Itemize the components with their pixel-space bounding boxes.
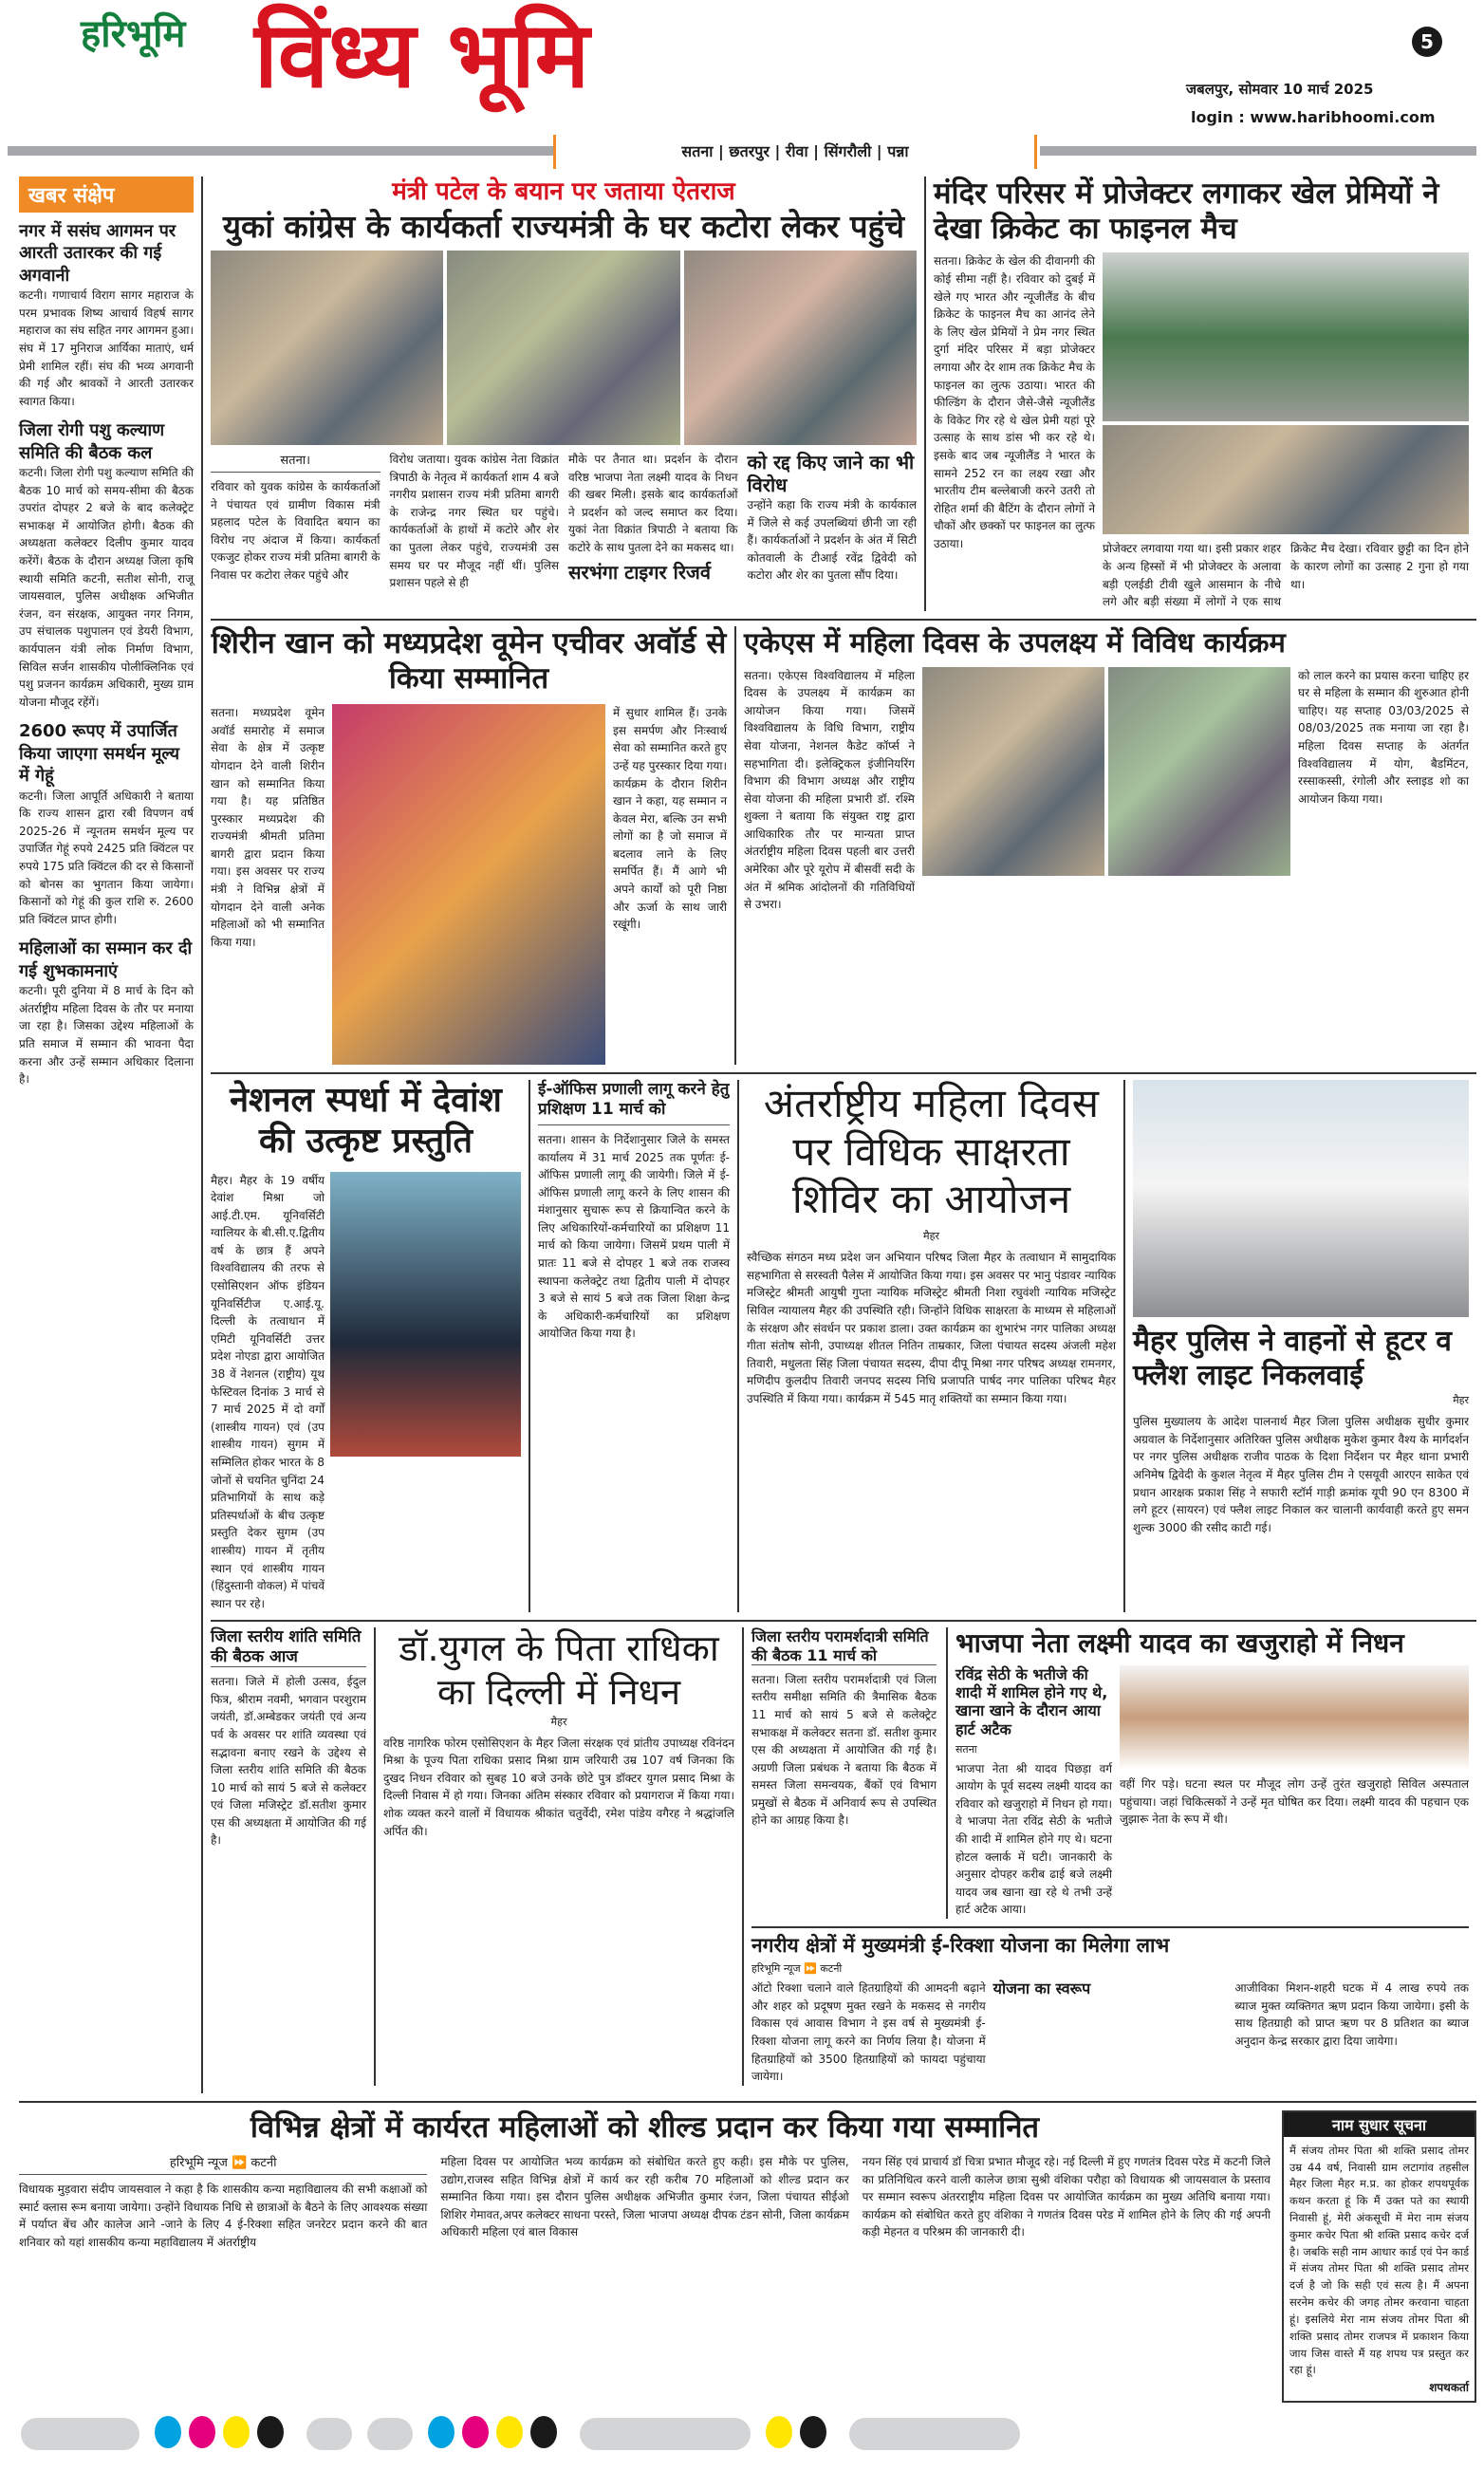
section-row — [211, 621, 1476, 1074]
story-bjp-leader — [946, 1627, 1469, 1919]
print-registration-marks — [21, 2416, 1484, 2452]
website-link[interactable]: login : www.haribhoomi.com — [1191, 108, 1436, 126]
masthead — [0, 0, 1484, 176]
story-body: भाजपा नेता श्री यादव पिछड़ा वर्ग आयोग के पूर्व सदस्य लक्ष्मी यादव का रविवार को खजुराहो में निधन हो गया। वे भाजपा नेता रविंद्र सेठी के भतीजे की शादी में शामिल होने गए थे। घटना होटल क्लार्क में घटी। जानकारी के अनुसार दोपहर करीब ढाई बजे लक्ष्मी यादव जब खाना खा रहे थे तभी उन्हें हार्ट अटैक आया। — [955, 1761, 1112, 1917]
story-subhead: को रद्द किए जाने का भी विरोध — [747, 451, 915, 497]
story-kicker: मंत्री पटेल के बयान पर जताया ऐतराज — [392, 177, 735, 206]
section-row — [211, 1622, 1476, 2092]
protest-photo — [447, 251, 679, 445]
story-body: सतना। शासन के निर्देशानुसार जिले के समस्त कार्यालय में 31 मार्च 2025 तक पूर्णतः ई-ऑफिस प्रणाली लागू की जायेगी। जिले में ई-ऑफिस प्रणाली लागू करने के लिए शासन की मंशानुसार सुचारू रूप से क्रियान्वित करने के लिए अधिकारियों-कर्मचारियों का प्रशिक्षण 11 मार्च को किया जायेगा। जिसमें प्रथम पाली में प्रातः 11 बजे से दोपहर 1 बजे तक राजस्व स्थापना कलेक्ट्रेट तथा द्वितीय पाली में दोपहर 3 बजे से सायं 5 बजे तक जिला शिक्षा केन्द्र के अधिकारी-कर्मचारियों का प्रशिक्षण आयोजित किया गया है। — [538, 1132, 730, 1341]
header-rule-left — [8, 146, 553, 156]
brief-body: कटनी। जिला रोगी पशु कल्याण समिति की बैठक 10 मार्च को समय-सीमा की बैठक उपरांत दोपहर 2 बजे के बाद कलेक्ट्रेट सभाकक्ष में आयोजित होगी। बैठक की अध्यक्षता कलेक्टर दिलीप कुमार यादव करेंगें। बैठक के दौरान अध्यक्ष जिला कृषि स्थायी समिति कटनी, सतीश सोनी, राजू जायसवाल, पुलिस अधीक्षक अभिजीत रंजन, वन संरक्षक, आयुक्त नगर निगम, उप संचालक पशुपालन एवं डेयरी विभाग, कार्यपालन यंत्री लोक निर्माण विभाग, सिविल सर्जन शासकीय पोलीक्लिनिक एवं पशु प्रजनन कार्यक्रम अधिकारी, मुख्य ग्राम योजना मौजूद रहेंगें। — [19, 466, 194, 709]
byline: हरिभूमि न्यूज ⏩ कटनी — [751, 1962, 843, 1976]
dateline: सतना — [955, 1742, 977, 1756]
brief-title: जिला रोगी पशु कल्याण समिति की बैठक कल — [19, 420, 165, 463]
story-body: सतना। क्रिकेट के खेल की दीवानगी की कोई सीमा नहीं है। रविवार को दुबई में खेले गए भारत और न्यूजीलैंड के बीच क्रिकेट के फाइनल मैच का आनंद लेने के लिए खेल प्रेमियों ने प्रेम नगर स्थित दुर्गा मंदिर परिसर में बड़ा प्रोजेक्टर लगाया और देर शाम तक क्रिकेट मैच के फाइनल का लुत्फ उठाया। भारत की फील्डिंग के दौरान जैसे-जैसे न्यूजीलैंड के विकेट गिर रहे थे खेल प्रेमी यहां पूरे उत्साह के साथ डांस भी कर रहे थे। इसके बाद जब न्यूजीलैंड ने भारत के सामने 252 रन का लक्ष्य रखा और भारतीय टीम बल्लेबाजी करने उतरी तो रोहित शर्मा की बैटिंग के दौरान लोगों ने चौकों और छक्कों पर फाइनल का लुत्फ उठाया। — [934, 254, 1095, 550]
brief-item — [19, 419, 194, 711]
story-headline: जिला स्तरीय शांति समिति की बैठक आज — [211, 1627, 366, 1667]
section-row — [211, 176, 1476, 621]
story-devansh — [211, 1080, 529, 1612]
news-briefs-column — [19, 176, 203, 2093]
name-correction-notice — [1282, 2110, 1476, 2403]
story-body: प्रोजेक्टर लगवाया गया था। इसी प्रकार शहर के अन्य हिस्सों में भी प्रोजेक्टर के अलावा बड़ी एलईडी टीवी खुले आसमान के नीचे लगे और बड़ी संख्या में लोगों ने एक साथ क्रिकेट मैच देखा। रविवार छुट्टी का दिन होने के कारण लोगों का उत्साह 2 गुना हो गया था। — [1103, 542, 1469, 609]
story-aks — [734, 626, 1476, 1065]
page-title: विंध्य भूमि — [254, 2, 590, 108]
devansh-photo — [330, 1172, 521, 1457]
story-body: सतना। मध्यप्रदेश वूमेन अवॉर्ड समारोह में समाज सेवा के क्षेत्र में उत्कृष्ट योगदान देने वाली शिरीन खान को सम्मानित किया गया है। यह प्रतिष्ठित पुरस्कार मध्यप्रदेश की राज्यमंत्री श्रीमती प्रतिमा बागरी द्वारा प्रदान किया गया। इस अवसर पर राज्य मंत्री ने विभिन्न क्षेत्रों में योगदान देने वाली अनेक महिलाओं को भी सम्मानित किया गया। — [211, 706, 325, 949]
story-advisory-committee — [751, 1627, 937, 1919]
dateline: सतना। — [211, 451, 380, 473]
brief-title: महिलाओं का सम्मान कर दी गई शुभकामनाएं — [19, 938, 193, 981]
story-cricket — [924, 176, 1476, 611]
story-body: सतना। एकेएस विश्वविद्यालय में महिला दिवस के उपलक्ष्य में कार्यक्रम का आयोजन किया गया। जिसमें विश्वविद्यालय के विधि विभाग, राष्ट्रीय सेवा योजना, नेशनल कैडेट कॉर्प्स ने सहभागिता दी। इलेक्ट्रिकल इंजीनियरिंग विभाग की विभाग अध्यक्ष और राष्ट्रीय सेवा योजना की महिला प्रभारी डॉ. रश्मि शुक्ला ने बताया कि संयुक्त राष्ट्र द्वारा आधिकारिक तौर पर मान्यता प्राप्त अंतर्राष्ट्रीय महिला दिवस पहली बार उत्तरी अमेरिका और पूरे यूरोप में बीसवीं सदी के अंत में श्रमिक आंदोलनों की गतिविधियों से उभरा। — [744, 668, 915, 912]
story-body: सतना। जिले में होली उत्सव, ईदुल फित्र, श्रीराम नवमी, भगवान परशुराम जयंती, डॉ.अम्बेडकर जयंती एवं अन्य पर्व के अवसर पर शांति व्यवस्था एवं सद्भावना बनाए रखने के उद्देश्य से जिला स्तरीय शांति समिति की बैठक 10 मार्च को सायं 5 बजे से कलेक्टर एवं जिला मजिस्ट्रेट डॉ.सतीश कुमार एस की अध्यक्षता में आयोजित की गई है। — [211, 1675, 366, 1848]
award-photo — [332, 704, 605, 1065]
cricket-fans-photo — [1103, 425, 1469, 534]
police-car-photo — [1133, 1080, 1469, 1317]
bottom-section — [19, 2101, 1476, 2403]
brief-title: 2600 रूपए में उपार्जित किया जाएगा समर्थन मूल्य में गेहूं — [19, 721, 180, 787]
story-body: मौके पर तैनात था। प्रदर्शन के दौरान वरिष्ठ भाजपा नेता लक्ष्मी यादव के निधन की खबर मिली। इसके बाद कार्यकर्ताओं ने प्रदर्शन को जल्द समाप्त कर दिया। युकां नेता विक्रांत त्रिपाठी ने बताया कि कटोरे के साथ पुतला देने का मकसद था। — [568, 453, 738, 555]
story-shirin-khan — [211, 626, 734, 1065]
story-body: मैहर। मैहर के 19 वर्षीय देवांश मिश्रा जो आई.टी.एम. यूनिवर्सिटी ग्वालियर के बी.सी.ए.द्वितीय वर्ष के छात्र हैं अपने विश्वविद्यालय की तरफ से एसोसिएशन ऑफ इंडियन यूनिवर्सिटीज ए.आई.यू. दिल्ली के तत्वाधान में एमिटी यूनिवर्सिटी उत्तर प्रदेश नोएडा द्वारा आयोजित 38 वें नेशनल (राष्ट्रीय) यूथ फेस्टिवल दिनांक 3 मार्च से 7 मार्च 2025 में दो वर्गों (शास्त्रीय गायन) एवं (उप शास्त्रीय गायन) सुगम में सम्मिलित होकर भारत के 8 जोनों से चयनित चुनिंदा 24 प्रतिभागियों के साथ कड़े प्रतिस्पर्धाओं के बीच उत्कृष्ट प्रस्तुति देकर सुगम (उप शास्त्रीय) गायन में तृतीय स्थान एवं शास्त्रीय गायन (हिंदुस्तानी वोकल) में पांचवें स्थान पर रहे। — [211, 1173, 325, 1610]
protest-photo — [684, 251, 917, 445]
story-body: ऑटो रिक्शा चलाने वाले हितग्राहियों की आमदनी बढ़ाने और शहर को प्रदूषण मुक्त रखने के मकसद से नगरीय विकास एवं आवास विभाग ने इस वर्ष से मुख्यमंत्री ई-रिक्शा योजना लागू करने का निर्णय लिया है। योजना में हितग्राहियों को 3500 हितग्राहियों को फायदा पहुंचाया जायेगा। — [751, 1981, 986, 2084]
story-legal-literacy — [737, 1080, 1123, 1612]
notice-body: मैं संजय तोमर पिता श्री शक्ति प्रसाद तोमर उम्र 44 वर्ष, निवासी ग्राम लटागांव तहसील मैहर जिला मैहर म.प्र. का होकर शपथपूर्वक कथन करता हूं कि मैं उक्त पते का स्थायी निवासी हूं, मेरी अंकसूची में मेरा नाम संजय कुमार कचेर पिता श्री शक्ति प्रसाद कचेर दर्ज है। जबकि सही नाम आधार कार्ड एवं पेन कार्ड में संजय तोमर पिता श्री शक्ति प्रसाद तोमर दर्ज है जो कि सही एवं सत्य है। मैं अपना सरनेम कचेर की जगह तोमर करवाना चाहता हूं। इसलिये मेरा नाम संजय तोमर पिता श्री शक्ति प्रसाद तोमर राजपत्र में प्रकाशन किया जाय जिस वास्ते मैं यह शपथ पत्र प्रस्तुत कर रहा हूं। — [1289, 2143, 1469, 2377]
story-body: को लाल करने का प्रयास करना चाहिए हर घर से महिला के सम्मान की शुरुआत होनी चाहिए। यह सप्ताह 03/03/2025 से 08/03/2025 तक मनाया जा रहा है। महिला दिवस सप्ताह के अंतर्गत विश्वविद्यालय में योग, बैडमिंटन, रस्साकस्सी, रंगोली और स्लाइड शो का आयोजन किया गया। — [1298, 668, 1469, 806]
story-body: नयन सिंह एवं प्राचार्य डॉ चित्रा प्रभात मौजूद रहे। नई दिल्ली में हुए गणतंत्र दिवस परेड में कटनी जिले का प्रतिनिधित्व करने वाली कालेज छात्रा सुश्री वंशिका परौहा को विधायक श्री जायसवाल के प्रस्ताव पर सम्मान स्वरूप अंतरराष्ट्रीय महिला दिवस पर आयोजित कार्यक्रम का मुख्य अतिथि बनाया गया। कार्यक्रम को संबोधित करते हुए वंशिका ने गणतंत्र दिवस परेड में शामिल होने के लिए की गई अपनी कड़ी मेहनत व परिश्रम की जानकारी दी। — [862, 2154, 1271, 2239]
brief-body: कटनी। जिला आपूर्ति अधिकारी ने बताया कि राज्य शासन द्वारा रबी विपणन वर्ष 2025-26 में न्यूनतम समर्थन मूल्य पर उपार्जित गेहूं रुपये 2425 प्रति क्विंटल पर रुपये 175 प्रति क्विंटल की दर से किसानों को बोनस का भुगतान किया जायेगा। किसानों को गेहूं की कुल राशि रु. 2600 प्रति क्विंटल प्राप्त होगी। — [19, 789, 194, 926]
story-police — [1123, 1080, 1476, 1612]
brief-item — [19, 720, 194, 928]
projector-screen-photo — [1103, 252, 1469, 421]
right-stories — [742, 1627, 1476, 2085]
story-body: विधायक मुड़वारा संदीप जायसवाल ने कहा है कि शासकीय कन्या महाविद्यालय की सभी कक्षाओं को स्मार्ट क्लास रूम बनाया जायेगा। उन्होंने विधायक निधि से छात्राओं के बैठने के लिए आवश्यक संख्या में पर्याप्त बेंच और कालेज आने -जाने के लिए 4 ई-रिक्शा सहित जनरेटर प्रदान करने की बात शनिवार को यहां शासकीय कन्या महाविद्यालय में अंतर्राष्ट्रीय — [19, 2182, 428, 2249]
story-eoffice — [529, 1080, 737, 1612]
story-body: पुलिस मुख्यालय के आदेश पालनार्थ मैहर जिला पुलिस अधीक्षक सुधीर कुमार अग्रवाल के निर्देशानुसार अतिरिक्त पुलिस अधीक्षक मुकेश कुमार वैश्य के मार्गदर्शन पर नगर पुलिस अधीक्षक राजीव पाठक के दिशा निर्देशन पर मैहर थाना प्रभारी अनिमेष द्विवेदी के कुशल नेतृत्व में मैहर पुलिस टीम ने एसयूवी आरएन साकेत एवं प्रधान आरक्षक प्रकाश सिंह ने सफारी स्टॉर्म गाड़ी क्रमांक यूपी 90 एन 8300 में लगे हूटर (सायरन) एवं फ्लैश लाइट निकाल कर चालानी कार्यवाही करते हुए समन शुल्क 3000 की रसीद काटी गई। — [1133, 1415, 1469, 1534]
story-headline: विभिन्न क्षेत्रों में कार्यरत महिलाओं को शील्ड प्रदान कर किया गया सम्मानित — [250, 2109, 1040, 2145]
story-peace-committee — [211, 1627, 374, 2085]
story-yugal — [374, 1627, 742, 2085]
story-headline: नगरीय क्षेत्रों में मुख्यमंत्री ई-रिक्शा योजना का मिलेगा लाभ — [751, 1934, 1170, 1958]
story-subhead: सरभंगा टाइगर रिजर्व — [568, 560, 711, 584]
portrait-photo — [1120, 1665, 1469, 1770]
brief-item — [19, 938, 194, 1087]
story-headline: भाजपा नेता लक्ष्मी यादव का खजुराहो में निधन — [955, 1627, 1404, 1660]
dateline: मैहर — [1453, 1394, 1469, 1407]
story-headline: अंतर्राष्ट्रीय महिला दिवस पर विधिक साक्षरता शिविर का आयोजन — [763, 1080, 1100, 1222]
byline: हरिभूमि न्यूज ⏩ कटनी — [19, 2153, 427, 2175]
story-e-rickshaw — [751, 1934, 1469, 2086]
brief-body: कटनी। गणाचार्य विराग सागर महाराज के परम प्रभावक शिष्य आचार्य विहर्ष सागर महाराज का संघ सहित नगर आगमन हुआ। संघ में 17 मुनिराज आर्यिका माताएं, धर्म प्रेमी शामिल रहीं। संघ की भव्य अगवानी की गई और श्रावकों ने आरती उतारकर स्वागत किया। — [19, 288, 194, 408]
notice-signature: शपथकर्ता — [1429, 2381, 1469, 2395]
story-body: विरोध जताया। युवक कांग्रेस नेता विक्रांत त्रिपाठी के नेतृत्व में कार्यकर्ता शाम 4 बजे नगरीय प्रशासन राज्य मंत्री प्रतिमा बागरी के राजेन्द्र नगर स्थित घर पहुंचे। कार्यकर्ताओं के हाथों में कटोरे और शेर का पुतला लेकर पहुंचे, राज्यमंत्री उस समय घर पर मौजूद नहीं थीं। पुलिस प्रशासन पहले से ही — [389, 453, 559, 590]
story-body: महिला दिवस पर आयोजित भव्य कार्यक्रम को संबोधित करते हुए कही। इस मौके पर पुलिस, उद्योग,राजस्व सहित विभिन्न क्षेत्रों में कार्य कर रही करीब 70 महिलाओं को शील्ड प्रदान कर सम्मानित किया गया। इस दौरान पुलिस अधीक्षक अभिजीत कुमार रंजन, जिला पंचायत सीईओ शिशिर गेमावत,अपर कलेक्टर साधना परस्ते, जिला भाजपा अध्यक्ष दीपक टंडन सोनी, जिला कार्यक्रम अधिकारी महिला एवं बाल विकास — [440, 2154, 849, 2239]
story-congress — [211, 176, 924, 611]
protest-photo — [211, 251, 443, 445]
story-headline: युकां कांग्रेस के कार्यकर्ता राज्यमंत्री के घर कटोरा लेकर पहुंचे — [222, 207, 905, 245]
briefs-tag: खबर संक्षेप — [19, 176, 194, 213]
story-inset: रविंद्र सेठी के भतीजे की शादी में शामिल होने गए थे, खाना खाने के दौरान आया हार्ट अटैक — [955, 1664, 1108, 1738]
notice-title: नाम सुधार सूचना — [1284, 2112, 1475, 2137]
story-headline: ई-ऑफिस प्रणाली लागू करने हेतु प्रशिक्षण 11 मार्च को — [538, 1080, 730, 1125]
story-headline: डॉ.युगल के पिता राधिका का दिल्ली में निधन — [399, 1627, 719, 1713]
story-headline: एकेएस में महिला दिवस के उपलक्ष्य में विविध कार्यक्रम — [744, 625, 1286, 659]
story-headline: मैहर पुलिस ने वाहनों से हूटर व फ्लैश लाइट निकलवाई — [1133, 1325, 1452, 1393]
story-body: वहीं गिर पड़े। घटना स्थल पर मौजूद लोग उन्हें तुरंत खजुराहो सिविल अस्पताल पहुंचाया। जहां चिकित्सकों ने उन्हें मृत घोषित कर दिया। लक्ष्मी यादव की पहचान एक जुझारू नेता के रूप में थी। — [1120, 1776, 1469, 1827]
event-photo — [922, 667, 1104, 876]
story-shield-honour — [19, 2110, 1271, 2403]
story-body: रविवार को युवक कांग्रेस के कार्यकर्ताओं ने पंचायत एवं ग्रामीण विकास मंत्री प्रहलाद पटेल के विवादित बयान का विरोध नए अंदाज में किया। कार्यकर्ता एकजुट होकर राज्य मंत्री प्रतिमा बागरी के निवास पर कटोरा लेकर पहुंचे और — [211, 480, 380, 583]
dateline: मैहर — [550, 1715, 567, 1728]
story-body: स्वैच्छिक संगठन मध्य प्रदेश जन अभियान परिषद जिला मैहर के तत्वाधान में सामुदायिक सहभागिता से सरस्वती पैलेस में आयोजित किया गया। इस अवसर पर भानु पंडावर न्यायिक मजिस्ट्रेट श्रीमती आयुषी गुप्ता न्यायिक मजिस्ट्रेट श्रीमती निशा रघुवंशी न्यायिक मजिस्ट्रेट सिविल न्यायालय मैहर की उपस्थिति रही। जिन्होंने विधिक साक्षरता के माध्यम से महिलाओं के संरक्षण और संवर्धन पर प्रकाश डाला। उक्त कार्यक्रम का शुभारंभ नगर पालिका अध्यक्ष गीता संतोष सोनी, उपाध्यक्ष शीतल नितिन ताम्रकार, जिला पंचायत सदस्य अंजली महेश तिवारी, मधुलता सिंह जिला पंचायत सदस्य, दीपा दीपू मिश्रा नगर परिषद अध्यक्ष रामनगर, मणिदीप कुलदीप तिवारी जनपद सदस्य निधि प्रजापति पार्षद नगर पालिका परिषद मैहर उपस्थिति में किया गया। कार्यक्रम में 545 मातृ शक्तियों का सम्मान किया गया। — [747, 1251, 1116, 1406]
story-body: में सुधार शामिल हैं। उनके इस समर्पण और निःस्वार्थ सेवा को सम्मानित करते हुए उन्हें यह पुरस्कार दिया गया। कार्यक्रम के दौरान शिरीन खान ने कहा, यह सम्मान न केवल मेरा, बल्कि उन सभी लोगों का है जो समाज में बदलाव लाने के लिए समर्पित हैं। मैं आगे भी अपने कार्यों को पूरी निष्ठा और ऊर्जा के साथ जारी रखूंगी। — [613, 706, 727, 932]
brief-body: कटनी। पूरी दुनिया में 8 मार्च के दिन को अंतर्राष्ट्रीय महिला दिवस के तौर पर मनाया जा रहा है। जिसका उद्देश्य महिलाओं के प्रति समाज में सम्मान की भावना पैदा करना और उन्हें सम्मान अधिकार दिलाना है। — [19, 984, 194, 1087]
story-subhead: योजना का स्वरूप — [992, 1979, 1091, 1998]
story-body: सतना। जिला स्तरीय परामर्शदात्री एवं जिला स्तरीय समीक्षा समिति की त्रैमासिक बैठक 11 मार्च को सायं 5 बजे से कलेक्ट्रेट सभाकक्ष में कलेक्टर सतना डॉ. सतीश कुमार एस की अध्यक्षता में आयोजित की गई है। अग्रणी जिला प्रबंधक ने बताया कि बैठक में समस्त जिला समन्वयक, बैंकों एवं विभाग प्रमुखों से बैठक में अनिवार्य रूप से उपस्थित होने का आग्रह किया है। — [751, 1672, 937, 1828]
haribhoomi-logo: हरिभूमि — [81, 12, 186, 56]
brief-title: नगर में ससंघ आगमन पर आरती उतारकर की गई अगवानी — [19, 221, 176, 286]
dateline: मैहर — [923, 1230, 939, 1243]
story-body: उन्होंने कहा कि राज्य मंत्री के कार्यकाल में जिले से कई उपलब्धियां छीनी जा रही हैं। कार्यकर्ताओं ने प्रदर्शन के अंत में सिटी कोतवाली के टीआई रवेंद्र द्विवेदी को कटोरा और शेर का पुतला सौंप दिया। — [747, 498, 917, 583]
city-list: सतना | छतरपुर | रीवा | सिंगरौली | पन्ना — [553, 135, 1037, 169]
main-content — [203, 176, 1476, 2093]
header-rule-right — [1040, 146, 1476, 156]
story-body: वरिष्ठ नागरिक फोरम एसोसिएशन के मैहर जिला संरक्षक एवं प्रांतीय उपाध्यक्ष रविनंदन मिश्रा के पूज्य पिता राधिका प्रसाद मिश्रा ग्राम जरियारी उम्र 107 वर्ष जिनका कि दुखद निधन रविवार को सुबह 10 बजे उनके छोटे पुत्र डॉक्टर युगल प्रसाद मिश्रा के दिल्ली निवास में हो गया। जिनका अंतिम संस्कार रविवार को प्रयागराज में किया गया। शोक व्यक्त करने वालों में विधायक श्रीकांत चतुर्वेदी, रमेश पांडेय वगैरह ने श्रद्धांजलि अर्पित की। — [383, 1736, 734, 1838]
brief-item — [19, 220, 194, 410]
section-row — [211, 1074, 1476, 1622]
story-headline: नेशनल स्पर्धा में देवांश की उत्कृष्ट प्रस्तुति — [230, 1081, 502, 1161]
page-body — [19, 176, 1476, 2093]
story-headline: मंदिर परिसर में प्रोजेक्टर लगाकर खेल प्रेमियों ने देखा क्रिकेट का फाइनल मैच — [934, 176, 1439, 247]
event-photo — [1108, 667, 1290, 876]
edition-date: जबलपुर, सोमवार 10 मार्च 2025 — [1186, 81, 1374, 98]
story-headline: शिरीन खान को मध्यप्रदेश वूमेन एचीवर अवॉर्ड से किया सम्मानित — [211, 625, 727, 696]
page-number: 5 — [1412, 27, 1442, 57]
story-body: आजीविका मिशन-शहरी घटक में 4 लाख रुपये तक ब्याज मुक्त व्यक्तिगत ऋण प्रदान किया जायेगा। इसी के साथ हितग्राही को प्राप्त ऋण पर 8 प्रतिशत का ब्याज अनुदान केन्द्र सरकार द्वारा दिया जायेगा। — [1234, 1981, 1470, 2048]
story-headline: जिला स्तरीय परामर्शदात्री समिति की बैठक 11 मार्च को — [751, 1627, 937, 1664]
